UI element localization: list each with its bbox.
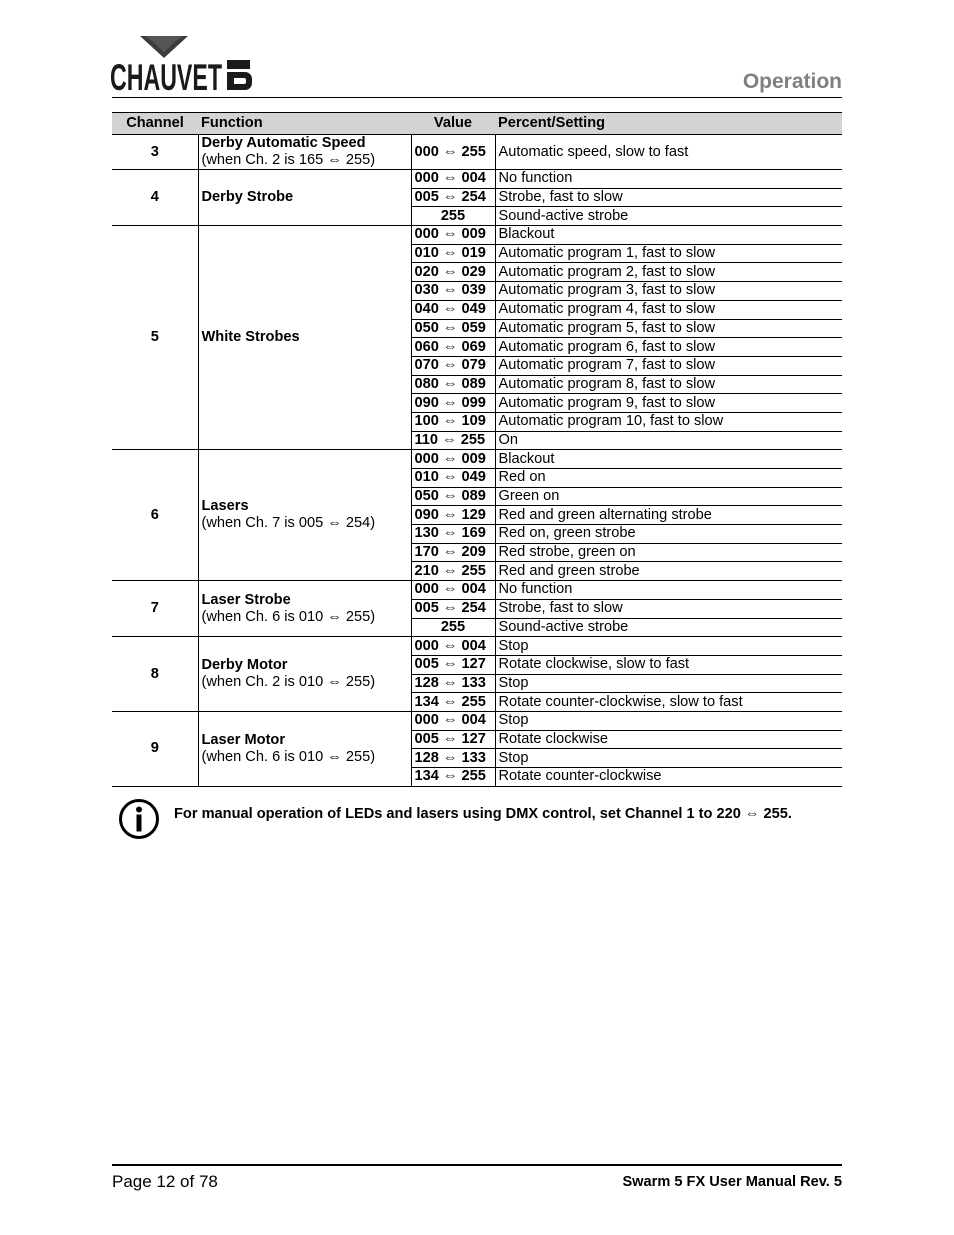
dmx-setting: Red on	[495, 469, 842, 488]
channel-number: 9	[112, 711, 198, 786]
dmx-setting: Automatic program 2, fast to slow	[495, 263, 842, 282]
dmx-value-range: 090 ⇔ 129	[411, 506, 495, 525]
footer-divider	[112, 1164, 842, 1166]
dmx-setting: Automatic program 8, fast to slow	[495, 375, 842, 394]
table-header-row	[112, 113, 842, 135]
dmx-value-range: 130 ⇔ 169	[411, 525, 495, 544]
dmx-setting: On	[495, 431, 842, 450]
dmx-setting: Rotate counter-clockwise	[495, 768, 842, 787]
dmx-value-range: 040 ⇔ 049	[411, 300, 495, 319]
dmx-setting: No function	[495, 170, 842, 189]
dmx-setting: Stop	[495, 637, 842, 656]
dmx-setting: Automatic program 4, fast to slow	[495, 300, 842, 319]
dmx-value-range: 080 ⇔ 089	[411, 375, 495, 394]
function-condition: (when Ch. 7 is 005 ⇔ 254)	[201, 515, 376, 532]
dmx-setting: Automatic program 1, fast to slow	[495, 244, 842, 263]
dmx-setting: Green on	[495, 487, 842, 506]
dmx-setting: Stop	[495, 711, 842, 730]
dmx-setting: Sound-active strobe	[495, 618, 842, 637]
function-name: Laser Motor	[201, 731, 286, 748]
dmx-setting: Rotate clockwise, slow to fast	[495, 655, 842, 674]
channel-function	[198, 637, 411, 712]
function-name: Lasers	[201, 498, 249, 515]
manual-title: Swarm 5 FX User Manual Rev. 5	[622, 1174, 842, 1190]
dmx-setting: Automatic program 6, fast to slow	[495, 338, 842, 357]
dmx-value-range: 000 ⇔ 009	[411, 450, 495, 469]
channel-function	[198, 711, 411, 786]
dmx-value-range: 210 ⇔ 255	[411, 562, 495, 581]
dmx-setting: Red strobe, green on	[495, 543, 842, 562]
info-note-text: For manual operation of LEDs and lasers using DMX control, set Channel 1 to 220 ⇔ 255.	[174, 806, 792, 822]
column-header-setting: Percent/Setting	[495, 113, 842, 135]
dmx-value-range: 050 ⇔ 089	[411, 487, 495, 506]
channel-number: 4	[112, 170, 198, 226]
dmx-setting: Stop	[495, 749, 842, 768]
dmx-value-range: 060 ⇔ 069	[411, 338, 495, 357]
dmx-value-range: 010 ⇔ 019	[411, 244, 495, 263]
page-number: Page 12 of 78	[112, 1172, 218, 1191]
dmx-value-range: 000 ⇔ 004	[411, 581, 495, 600]
dmx-setting: Blackout	[495, 450, 842, 469]
function-name: Laser Strobe	[201, 591, 291, 608]
function-name: White Strobes	[201, 329, 300, 346]
dmx-setting: Strobe, fast to slow	[495, 599, 842, 618]
dmx-setting: Rotate clockwise	[495, 730, 842, 749]
dmx-setting: Red on, green strobe	[495, 525, 842, 544]
function-name: Derby Motor	[201, 657, 288, 674]
dmx-value-range: 134 ⇔ 255	[411, 768, 495, 787]
channel-number: 8	[112, 637, 198, 712]
function-condition: (when Ch. 2 is 010 ⇔ 255)	[201, 674, 376, 691]
dmx-value-range: 020 ⇔ 029	[411, 263, 495, 282]
dmx-value-range: 128 ⇔ 133	[411, 674, 495, 693]
channel-function	[198, 581, 411, 637]
function-condition: (when Ch. 6 is 010 ⇔ 255)	[201, 748, 376, 765]
dmx-setting: Automatic program 5, fast to slow	[495, 319, 842, 338]
dmx-channel-table	[112, 112, 842, 787]
dmx-setting: Stop	[495, 674, 842, 693]
dmx-setting: No function	[495, 581, 842, 600]
info-icon	[118, 798, 160, 840]
channel-function	[198, 450, 411, 581]
dmx-setting: Automatic program 10, fast to slow	[495, 412, 842, 431]
dmx-value-range: 110 ⇔ 255	[411, 431, 495, 450]
dmx-value-range: 134 ⇔ 255	[411, 693, 495, 712]
dmx-setting: Strobe, fast to slow	[495, 188, 842, 207]
function-condition: (when Ch. 2 is 165 ⇔ 255)	[201, 152, 376, 168]
dmx-value-range: 255	[411, 207, 495, 226]
column-header-channel: Channel	[112, 113, 198, 135]
table-row	[112, 226, 842, 245]
dmx-value-range: 010 ⇔ 049	[411, 469, 495, 488]
table-row	[112, 711, 842, 730]
dmx-value-range: 070 ⇔ 079	[411, 356, 495, 375]
channel-number: 6	[112, 450, 198, 581]
dmx-value-range: 255	[411, 618, 495, 637]
column-header-value: Value	[411, 113, 495, 135]
dmx-value-range: 005 ⇔ 127	[411, 655, 495, 674]
dmx-value-range: 000 ⇔ 009	[411, 226, 495, 245]
dmx-value-range: 100 ⇔ 109	[411, 412, 495, 431]
function-condition: (when Ch. 6 is 010 ⇔ 255)	[201, 608, 376, 625]
dmx-setting: Automatic program 7, fast to slow	[495, 356, 842, 375]
function-name: Derby Strobe	[201, 189, 294, 206]
dmx-setting: Automatic program 3, fast to slow	[495, 282, 842, 301]
dmx-value-range: 050 ⇔ 059	[411, 319, 495, 338]
section-title: Operation	[742, 70, 842, 93]
table-row	[112, 135, 842, 170]
table-row	[112, 637, 842, 656]
svg-text:CHAUVET: CHAUVET	[110, 57, 223, 98]
dmx-setting: Rotate counter-clockwise, slow to fast	[495, 693, 842, 712]
dmx-value-range: 000 ⇔ 004	[411, 711, 495, 730]
dmx-setting: Red and green strobe	[495, 562, 842, 581]
table-row	[112, 450, 842, 469]
channel-function	[198, 170, 411, 226]
dmx-setting: Automatic speed, slow to fast	[495, 135, 842, 170]
dmx-value-range: 000 ⇔ 255	[411, 135, 495, 170]
column-header-function: Function	[198, 113, 411, 135]
channel-function	[198, 226, 411, 450]
table-row	[112, 581, 842, 600]
channel-number: 7	[112, 581, 198, 637]
dmx-setting: Automatic program 9, fast to slow	[495, 394, 842, 413]
dmx-setting: Blackout	[495, 226, 842, 245]
dmx-value-range: 128 ⇔ 133	[411, 749, 495, 768]
channel-number: 3	[112, 135, 198, 170]
dmx-value-range: 000 ⇔ 004	[411, 637, 495, 656]
header-divider	[112, 97, 842, 98]
dmx-value-range: 030 ⇔ 039	[411, 282, 495, 301]
chauvet-dj-logo	[110, 34, 255, 96]
channel-function	[198, 135, 411, 170]
function-name: Derby Automatic Speed	[201, 135, 366, 151]
dmx-value-range: 005 ⇔ 254	[411, 188, 495, 207]
channel-number: 5	[112, 226, 198, 450]
dmx-value-range: 005 ⇔ 127	[411, 730, 495, 749]
dmx-value-range: 170 ⇔ 209	[411, 543, 495, 562]
table-row	[112, 170, 842, 189]
dmx-setting: Sound-active strobe	[495, 207, 842, 226]
dmx-value-range: 000 ⇔ 004	[411, 170, 495, 189]
dmx-value-range: 090 ⇔ 099	[411, 394, 495, 413]
dmx-value-range: 005 ⇔ 254	[411, 599, 495, 618]
info-note	[118, 798, 848, 840]
dmx-setting: Red and green alternating strobe	[495, 506, 842, 525]
